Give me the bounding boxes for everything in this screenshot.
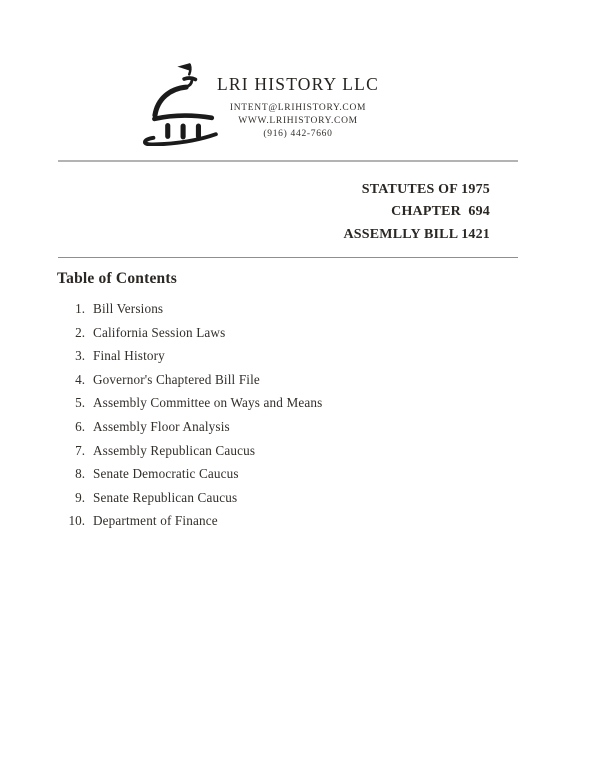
toc-item xyxy=(52,395,322,419)
toc-item xyxy=(52,513,322,537)
toc-item-number: 2. xyxy=(75,324,85,340)
toc-item xyxy=(52,325,322,349)
contact-email: INTENT@LRIHISTORY.COM xyxy=(229,103,367,113)
toc-item-number: 10. xyxy=(68,513,85,529)
toc-item-label: Final History xyxy=(93,348,165,364)
toc-item-number: 5. xyxy=(75,395,85,411)
contact-phone: (916) 442-7660 xyxy=(263,129,333,139)
company-name: LRI HISTORY LLC xyxy=(217,74,379,94)
statute-heading xyxy=(343,179,490,246)
toc-title: Table of Contents xyxy=(57,270,177,287)
contact-block xyxy=(0,102,596,141)
toc-item-label: Governor's Chaptered Bill File xyxy=(93,371,260,387)
toc-item-label: Department of Finance xyxy=(93,513,218,529)
letterhead xyxy=(0,74,596,141)
toc-item-number: 9. xyxy=(75,489,85,505)
toc-item-number: 7. xyxy=(75,442,85,458)
toc-item-label: Assembly Republican Caucus xyxy=(93,442,256,458)
toc-item-label: California Session Laws xyxy=(93,324,226,340)
divider-bottom xyxy=(58,257,518,258)
toc-item xyxy=(52,490,322,514)
toc-item xyxy=(52,301,322,325)
toc-item-label: Assembly Committee on Ways and Means xyxy=(93,395,323,411)
toc-item-label: Assembly Floor Analysis xyxy=(93,418,230,434)
toc-item-number: 6. xyxy=(75,418,85,434)
toc-list xyxy=(52,301,322,537)
toc-item xyxy=(52,443,322,467)
toc-item-label: Bill Versions xyxy=(93,301,164,316)
contact-website: WWW.LRIHISTORY.COM xyxy=(238,116,358,126)
statute-line-bill: ASSEMLLY BILL 1421 xyxy=(343,226,490,242)
toc-item-number: 1. xyxy=(75,301,85,316)
toc-item-number: 4. xyxy=(75,371,85,387)
capitol-dome-icon xyxy=(140,60,218,146)
toc-item xyxy=(52,419,322,443)
toc-item-label: Senate Republican Caucus xyxy=(93,489,238,505)
divider-top xyxy=(58,160,518,162)
toc-item-label: Senate Democratic Caucus xyxy=(93,466,239,482)
toc-item-number: 8. xyxy=(75,466,85,482)
toc-item xyxy=(52,348,322,372)
statute-line-chapter: CHAPTER 694 xyxy=(391,204,490,220)
toc-item-number: 3. xyxy=(75,348,85,364)
statute-line-statutes: STATUTES OF 1975 xyxy=(361,182,490,197)
capitol-dome-logo xyxy=(140,60,218,146)
toc-item xyxy=(52,372,322,396)
toc-item xyxy=(52,466,322,490)
